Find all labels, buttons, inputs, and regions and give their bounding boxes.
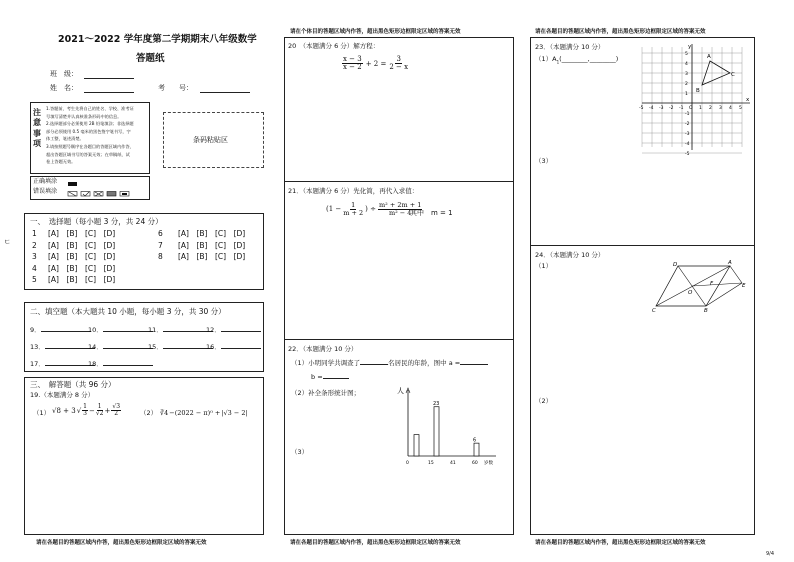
col3-top-notice: 请在各题目的答题区域内作答，超出黑色矩形边框限定区域的答案无效 — [535, 29, 706, 35]
bar-1 — [434, 407, 439, 456]
q20-equation: $\frac{x - 3}{x - 2}$ + 2 = $\frac{3}{2 - x}$ — [343, 55, 409, 71]
blank-label: 17． — [30, 360, 45, 368]
grid-x-tick: 1 — [699, 106, 702, 111]
chart-ylabel: 人 — [397, 387, 404, 395]
label-o: O — [688, 290, 693, 296]
q21-title: 21．（本题满分 6 分）先化简，再代入求值： — [288, 187, 419, 195]
label-e: E — [742, 283, 746, 289]
choice-options[interactable]: [A] [B] [C] [D] — [48, 229, 116, 238]
blank-field[interactable] — [103, 365, 153, 366]
blank-label: 18． — [88, 360, 103, 368]
choice-num: 6 — [158, 229, 163, 238]
notice-line: 部分必须使用 0.5 毫米的黑色签字笔书写，字 — [46, 128, 131, 134]
notice-line: 号填写清楚并认真核准条形码中的信息。 — [46, 113, 122, 119]
grid-y-tick: -1 — [685, 112, 690, 117]
x-tick-label: 0 — [406, 461, 409, 466]
grid-y-tick: -5 — [685, 152, 690, 157]
bar-data-label: 6 — [473, 437, 477, 444]
grid-x-tick: 2 — [709, 106, 712, 111]
choice-num: 7 — [158, 240, 163, 250]
col2-divider — [284, 181, 514, 182]
grid-y-tick: 3 — [685, 72, 688, 77]
blank-label: 11． — [148, 326, 163, 334]
q22-part2: （2）补全条形统计图； — [291, 389, 361, 397]
choice-row[interactable] — [32, 251, 262, 263]
q22-b-label: b = — [311, 373, 323, 381]
bar-0 — [414, 435, 419, 456]
grid-x-tick: -1 — [679, 106, 684, 111]
choice-num: 1 — [32, 229, 37, 238]
notice-title: 注意事项 — [33, 108, 41, 149]
col1-bottom-notice: 请在各题目的答题区域内作答，超出黑色矩形边框限定区域的答案无效 — [36, 540, 207, 546]
section-solve-box — [24, 377, 264, 535]
name-label: 姓 名： — [50, 84, 78, 92]
q23-part1: $(1)A_1(\_\_\_\_\_\_\_\_,\_\_\_\_\_\_\_\_)$ — [535, 55, 619, 65]
choice-num: 8 — [158, 252, 163, 261]
exam-title: 2021～2022 学年度第二学期期末八年级数学 — [58, 34, 257, 45]
blank-label: 16． — [206, 343, 221, 351]
grid-x-tick: -3 — [659, 106, 664, 111]
class-field[interactable] — [84, 78, 134, 79]
side-mark: ㄷ — [4, 238, 11, 246]
q22-part1-text: （1）小明同学共调查了 — [291, 359, 361, 367]
q24-part2: （2） — [535, 397, 553, 405]
blank-field[interactable] — [103, 331, 153, 332]
q19-part1-label: （1） — [33, 409, 51, 417]
q19-part2-mid: −(2022 − π)⁰ + — [169, 409, 221, 417]
blank-label: 14． — [88, 343, 103, 351]
blank-label: 15． — [148, 343, 163, 351]
q22-part1-text2: 名居民的年龄，图中 a = — [388, 359, 461, 367]
q23-part1-label: （1）A — [535, 55, 557, 63]
point-b-label: B — [696, 88, 700, 94]
q22-title: 22．（本题满分 10 分） — [288, 345, 358, 353]
grid-y-tick: 1 — [685, 92, 688, 97]
grid-y-tick: -2 — [685, 122, 690, 127]
grid-x-tick: O — [689, 106, 693, 111]
grid-y-tick: -3 — [685, 132, 690, 137]
q22-blank-b[interactable] — [323, 378, 349, 379]
name-field[interactable] — [84, 92, 134, 93]
wrong-fill-label: 错误填涂 — [33, 188, 58, 195]
grid-x-tick: 3 — [719, 106, 722, 111]
section-solve-title: 三、 解答题（共 96 分） — [30, 380, 116, 389]
q22-blank-count[interactable] — [360, 364, 388, 365]
grid-y-tick: -4 — [685, 142, 690, 147]
answer-sheet-title: 答题纸 — [136, 53, 165, 64]
notice-line: 体工整，笔迹清楚。 — [46, 136, 84, 142]
q23-part3: （3） — [535, 157, 553, 165]
segment-oe — [692, 283, 742, 286]
age-bar-chart — [392, 384, 504, 470]
grid-x-tick: 5 — [739, 106, 742, 111]
q19-title: 19.（本题满分 8 分） — [30, 391, 95, 399]
notice-line: 1.答题前，考生先将自己的姓名、学校、准考证 — [46, 106, 134, 111]
q20-title: 20 （本题满分 6 分）解方程： — [288, 42, 380, 50]
col3-divider — [530, 245, 755, 246]
label-b: B — [704, 308, 708, 314]
grid-x-tick: 4 — [729, 106, 732, 111]
grid-x-tick: -4 — [649, 106, 654, 111]
notice-line: 卷上答题无效。 — [46, 159, 76, 165]
label-f: F — [710, 281, 714, 287]
section-fill-title: 二、填空题（本大题共 10 小题，每小题 3 分，共 30 分） — [30, 307, 226, 316]
grid-y-tick: 4 — [685, 62, 688, 67]
q24-title: 24．（本题满分 10 分） — [535, 251, 605, 259]
point-a-label: A — [707, 54, 711, 60]
x-tick-label: 41 — [450, 461, 456, 466]
class-label: 班 级： — [50, 70, 78, 78]
choice-options[interactable]: [A] [B] [C] [D] — [178, 252, 246, 261]
col2-divider — [284, 339, 514, 340]
grid-x-label: x — [746, 97, 750, 103]
blank-label: 12． — [206, 326, 221, 334]
point-c-label: C — [731, 72, 735, 78]
blank-label: 9． — [30, 326, 41, 334]
x-tick-label: 60 — [472, 461, 478, 466]
label-a: A — [728, 260, 732, 266]
q19-part2-expr: ∛4 −(2022 − π)⁰ + |√3 − 2| — [160, 409, 248, 417]
choice-row[interactable] — [32, 240, 262, 252]
q23-part1-blank[interactable]: (________,________) — [559, 55, 619, 63]
col3-bottom-notice: 请在各题目的答题区域内作答，超出黑色矩形边框限定区域的答案无效 — [535, 540, 706, 546]
q24-part1: （1） — [535, 262, 553, 270]
q19-part2-label: （2） — [140, 409, 158, 417]
section-choice-title: 一、 选择题（每小题 3 分，共 24 分） — [30, 217, 163, 226]
q21-where: 其中 m = 1 — [410, 209, 453, 217]
grid-y-tick: 2 — [685, 82, 688, 87]
q23-title: 23．（本题满分 10 分） — [535, 43, 605, 51]
grid-y-tick: 5 — [685, 52, 688, 57]
choice-options[interactable]: [A] [B] [C] [D] — [48, 275, 116, 284]
blank-field[interactable] — [41, 331, 91, 332]
choice-options[interactable]: [A] [B] [C] [D] — [48, 263, 116, 273]
coordinate-grid — [638, 42, 752, 157]
choice-options[interactable]: [A] [B] [C] [D] — [48, 252, 116, 261]
x-tick-label: 15 — [428, 461, 434, 466]
blank-field[interactable] — [221, 348, 261, 349]
choice-num: 2 — [32, 240, 37, 250]
barcode-label: 条码粘贴区 — [193, 136, 228, 144]
page-number: 9/4 — [766, 551, 775, 557]
choice-num: 3 — [32, 252, 37, 261]
choice-options[interactable]: [A] [B] [C] [D] — [178, 240, 246, 250]
correct-fill-mark — [68, 182, 77, 186]
choice-options[interactable]: [A] [B] [C] [D] — [178, 229, 246, 238]
bar-3 — [474, 443, 479, 456]
grid-x-tick: -5 — [639, 106, 644, 111]
correct-fill-label: 正确填涂 — [33, 178, 58, 185]
choice-options[interactable]: [A] [B] [C] [D] — [48, 240, 116, 250]
chart-xlabel: 岁数 — [484, 461, 493, 466]
choice-rows — [32, 228, 262, 286]
bar-data-label: 23 — [433, 401, 440, 408]
exam-number-label: 考 号： — [158, 84, 193, 92]
label-c: C — [652, 308, 656, 314]
choice-num: 5 — [32, 275, 37, 284]
col2-top-notice: 请在个体目的答题区域内作答，超出黑色矩形边框限定区域的答案无效 — [290, 29, 461, 35]
notice-line: 3.请按照题号顺序在各题目的答题区域内作答， — [46, 143, 134, 149]
notice-line: 超出答题区域书写的答案无效；在草稿纸、试 — [46, 151, 130, 157]
blank-label: 13． — [30, 343, 45, 351]
q19-part1-expr: √8 + 3 √ $\frac{1}{3}$ − $\frac{1}{√2}$ + $\frac{√3}{2}$ — [52, 403, 121, 417]
parallelogram-figure — [648, 258, 748, 316]
q22-part3: （3） — [291, 448, 309, 456]
q22-part1 — [291, 358, 488, 367]
notice-lines — [46, 105, 134, 166]
wrong-fill-marks — [68, 191, 138, 196]
exam-number-field[interactable] — [200, 92, 250, 93]
choice-row[interactable] — [32, 263, 262, 275]
choice-num: 4 — [32, 263, 37, 273]
col2-bottom-notice: 请在各题目的答题区域内作答，超出黑色矩形边框限定区域的答案无效 — [290, 540, 461, 546]
blank-label: 10． — [88, 326, 103, 334]
segment-e — [730, 266, 742, 283]
choice-row[interactable] — [32, 228, 262, 240]
label-d: D — [673, 262, 678, 268]
q21-expression: (1 − $\frac{1}{m + 2}$ ) ÷ $\frac{\text{m² + 2m + 1}}{\text{m² − 4}}$ — [326, 201, 422, 217]
grid-y-label: y — [688, 44, 692, 50]
q22-part1b — [311, 373, 349, 381]
choice-row[interactable] — [32, 274, 262, 286]
blank-field[interactable] — [103, 348, 153, 349]
notice-line: 2.选择题部分必须使用 2B 铅笔填涂；非选择题 — [46, 121, 134, 127]
q22-blank-a[interactable] — [460, 364, 488, 365]
blank-field[interactable] — [221, 331, 261, 332]
grid-x-tick: -2 — [669, 106, 674, 111]
